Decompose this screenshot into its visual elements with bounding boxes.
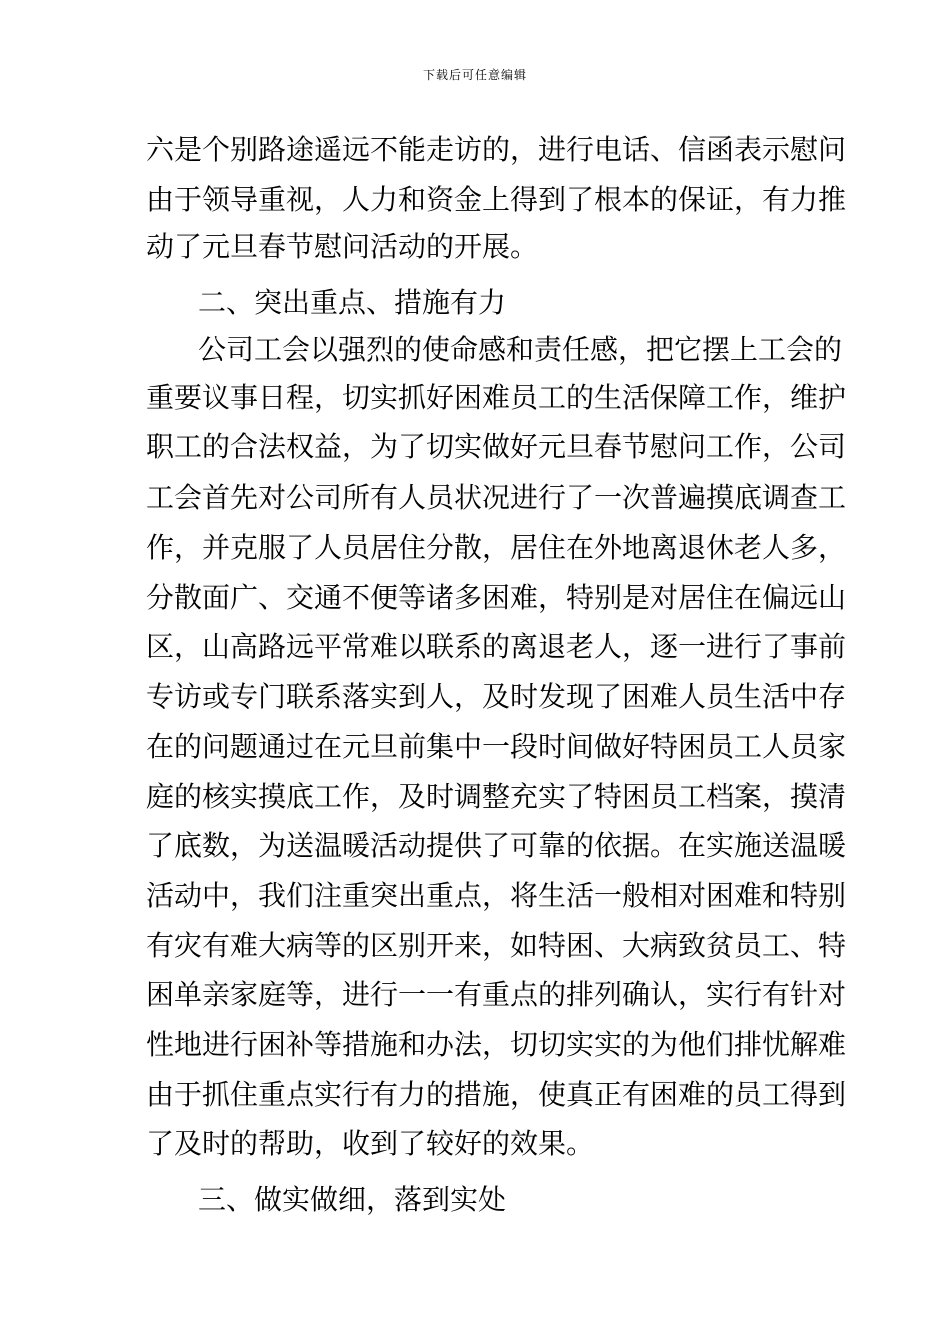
body-line: 工会首先对公司所有人员状况进行了一次普遍摸底调查工: [146, 481, 847, 514]
body-line: 职工的合法权益，为了切实做好元旦春节慰问工作，公司: [146, 430, 847, 463]
body-line: 在的问题通过在元旦前集中一段时间做好特困员工人员家: [146, 730, 847, 763]
body-line: 由于领导重视，人力和资金上得到了根本的保证，有力推: [146, 183, 847, 216]
body-line: 庭的核实摸底工作，及时调整充实了特困员工档案，摸清: [146, 780, 847, 813]
body-line: 了底数，为送温暖活动提供了可靠的依据。在实施送温暖: [146, 829, 847, 862]
body-line: 活动中，我们注重突出重点，将生活一般相对困难和特别: [146, 879, 847, 912]
body-line: 重要议事日程，切实抓好困难员工的生活保障工作，维护: [146, 381, 847, 414]
body-line: 区，山高路远平常难以联系的离退老人，逐一进行了事前: [146, 630, 847, 663]
body-line: 由于抓住重点实行有力的措施，使真正有困难的员工得到: [146, 1078, 847, 1111]
section-heading-3: 三、做实做细，落到实处: [198, 1183, 507, 1216]
body-line: 动了元旦春节慰问活动的开展。: [146, 230, 539, 263]
section-heading-2: 二、突出重点、措施有力: [198, 286, 507, 319]
body-line: 作，并克服了人员居住分散，居住在外地离退休老人多，: [146, 531, 847, 564]
body-line: 六是个别路途遥远不能走访的，进行电话、信函表示慰问: [146, 133, 847, 166]
body-line: 了及时的帮助，收到了较好的效果。: [146, 1127, 595, 1160]
header-note: 下载后可任意编辑: [422, 68, 527, 82]
body-line: 有灾有难大病等的区别开来，如特困、大病致贫员工、特: [146, 929, 847, 962]
body-line: 专访或专门联系落实到人，及时发现了困难人员生活中存: [146, 680, 847, 713]
body-line: 困单亲家庭等，进行一一有重点的排列确认，实行有针对: [146, 978, 847, 1011]
body-line: 分散面广、交通不便等诸多困难，特别是对居住在偏远山: [146, 581, 847, 614]
body-line: 性地进行困补等措施和办法，切切实实的为他们排忧解难: [146, 1028, 847, 1061]
body-line: 公司工会以强烈的使命感和责任感，把它摆上工会的: [198, 333, 843, 366]
